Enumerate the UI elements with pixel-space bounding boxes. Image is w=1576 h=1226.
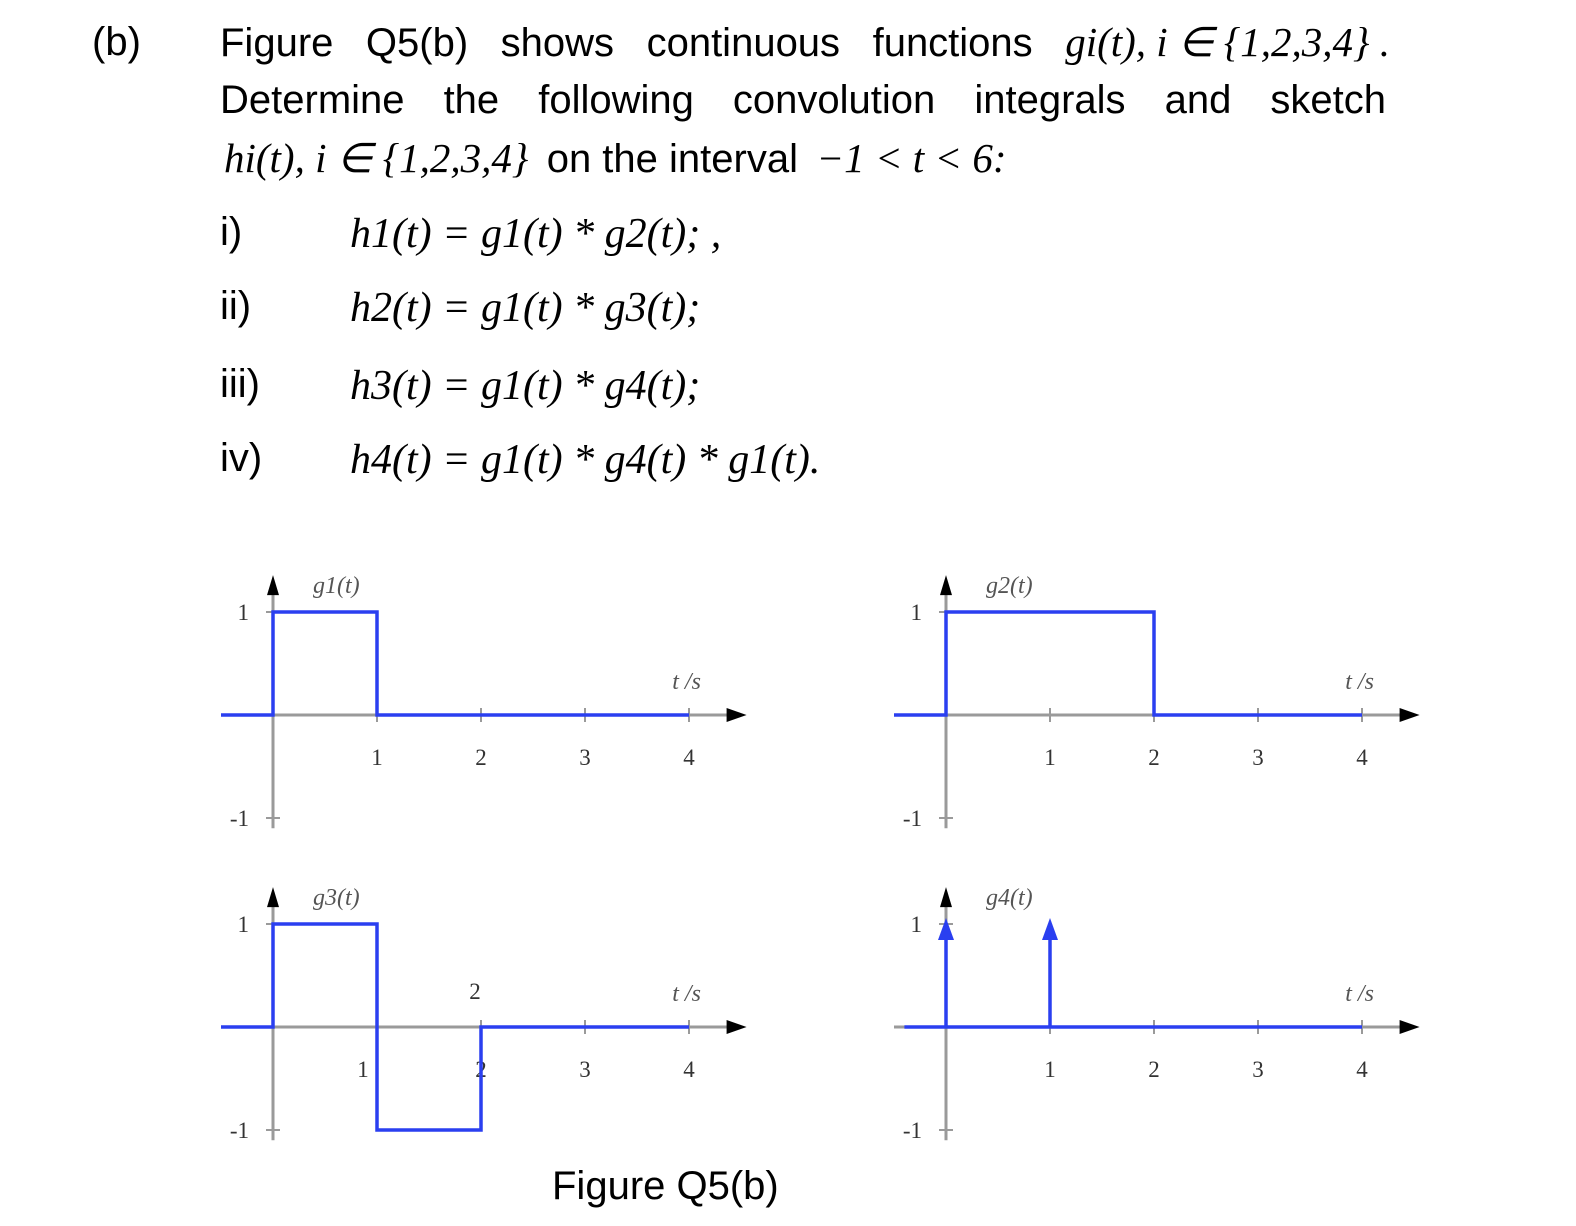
intro-math-gi: gi(t), i ∈ {1,2,3,4} .	[1065, 19, 1390, 65]
x-tick-label: 2	[475, 1057, 487, 1082]
x-tick-label: 2	[475, 745, 487, 770]
item-equation: h3(t) = g1(t) * g4(t);	[350, 363, 701, 409]
intro-word: shows	[500, 21, 615, 65]
x-tick-label: 1	[357, 1057, 369, 1082]
intro-math-hi: hi(t), i ∈ {1,2,3,4}	[224, 135, 529, 181]
x-tick-label: 1	[1044, 1057, 1056, 1082]
x-tick-label: 3	[579, 745, 591, 770]
y-axis-arrow-icon	[940, 575, 952, 595]
y-tick-label: 1	[910, 600, 922, 625]
figure-caption: Figure Q5(b)	[552, 1164, 779, 1208]
y-tick-label: 1	[237, 600, 249, 625]
x-tick-label: 3	[1252, 745, 1264, 770]
intro-word: Q5(b)	[365, 21, 469, 65]
x-axis-label: t /s	[1345, 669, 1374, 695]
x-tick-label: 3	[1252, 1057, 1264, 1082]
item-label: i)	[220, 210, 243, 254]
intro-word: functions	[872, 21, 1033, 65]
function-label: g1(t)	[313, 573, 360, 600]
part-label: (b)	[92, 20, 141, 64]
plot-g3	[221, 885, 747, 1143]
y-tick-label: 1	[910, 912, 922, 937]
x-axis-arrow-icon	[1400, 708, 1420, 722]
impulse-arrow-icon	[938, 918, 954, 940]
function-label: g3(t)	[313, 885, 360, 912]
signal-line	[221, 924, 689, 1130]
plot-g4	[894, 885, 1420, 1143]
x-axis-arrow-icon	[727, 708, 747, 722]
intro-line-2	[220, 78, 1386, 123]
signal-line	[221, 612, 689, 715]
function-label: g4(t)	[986, 885, 1033, 912]
x-tick-label: 2	[1148, 745, 1160, 770]
item-label: ii)	[220, 284, 252, 328]
intro-word: continuous	[646, 21, 841, 65]
y-tick-label: -1	[902, 806, 922, 831]
x-axis-arrow-icon	[727, 1020, 747, 1034]
item-label: iii)	[220, 362, 260, 406]
y-axis-arrow-icon	[940, 887, 952, 907]
annotation-label: 2	[469, 978, 481, 1004]
intro-word: convolution	[732, 78, 936, 122]
impulse-arrow-icon	[1042, 918, 1058, 940]
x-axis-label: t /s	[672, 669, 701, 695]
item-equation: h4(t) = g1(t) * g4(t) * g1(t).	[350, 437, 821, 483]
intro-word: the	[443, 78, 500, 122]
signal-line	[894, 612, 1362, 715]
x-tick-label: 4	[683, 745, 695, 770]
function-label: g2(t)	[986, 573, 1033, 600]
x-axis-label: t /s	[1345, 981, 1374, 1007]
y-axis-arrow-icon	[267, 575, 279, 595]
item-label: iv)	[220, 436, 263, 480]
plot-g2	[894, 573, 1420, 831]
y-tick-label: -1	[902, 1118, 922, 1143]
intro-line-1	[220, 18, 1390, 66]
intro-word: and	[1164, 78, 1232, 122]
intro-word: Figure	[220, 21, 334, 65]
intro-line-3	[224, 134, 1006, 182]
intro-interval-text: on the interval	[546, 137, 798, 181]
x-tick-label: 4	[683, 1057, 695, 1082]
y-tick-label: -1	[229, 1118, 249, 1143]
x-tick-label: 4	[1356, 745, 1368, 770]
x-tick-label: 1	[371, 745, 383, 770]
plot-g1	[221, 573, 747, 831]
x-tick-label: 4	[1356, 1057, 1368, 1082]
x-axis-label: t /s	[672, 981, 701, 1007]
intro-word: sketch	[1270, 78, 1386, 122]
intro-interval-math: −1 < t < 6:	[816, 135, 1007, 181]
intro-word: Determine	[220, 78, 405, 122]
x-tick-label: 3	[579, 1057, 591, 1082]
x-tick-label: 1	[1044, 745, 1056, 770]
item-equation: h1(t) = g1(t) * g2(t); ,	[350, 211, 722, 257]
y-tick-label: -1	[229, 806, 249, 831]
intro-word: integrals	[974, 78, 1126, 122]
y-axis-arrow-icon	[267, 887, 279, 907]
intro-word: following	[538, 78, 694, 122]
x-axis-arrow-icon	[1400, 1020, 1420, 1034]
item-equation: h2(t) = g1(t) * g3(t);	[350, 285, 701, 331]
y-tick-label: 1	[237, 912, 249, 937]
x-tick-label: 2	[1148, 1057, 1160, 1082]
